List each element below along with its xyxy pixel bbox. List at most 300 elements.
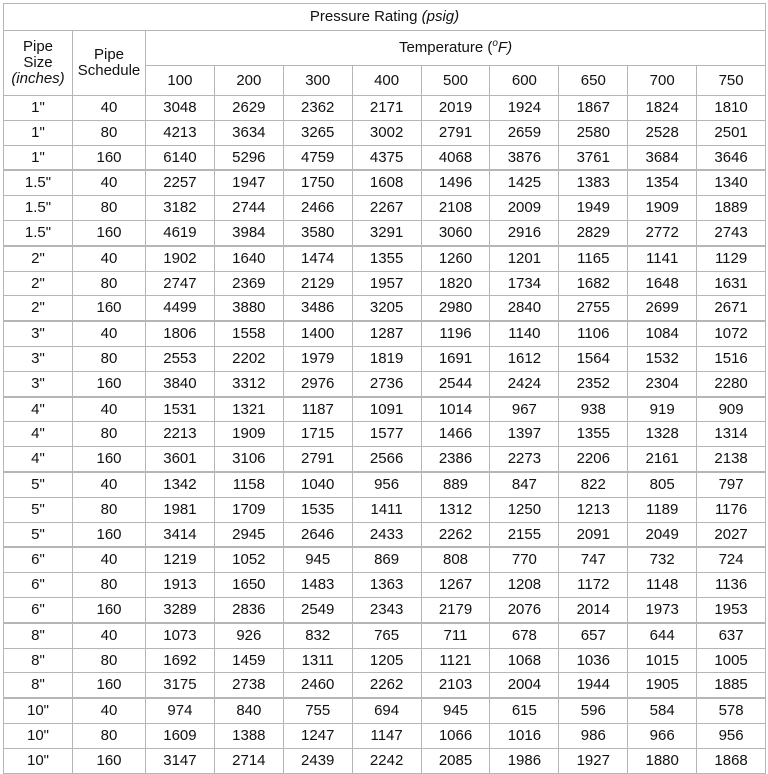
temperature-header-unit: F)	[497, 39, 513, 57]
pressure-value-cell: 1734	[490, 271, 559, 296]
table-row	[4, 246, 766, 271]
pressure-value-cell: 2386	[421, 447, 490, 472]
pressure-value-cell: 840	[214, 698, 283, 723]
pipe-schedule-cell: 160	[73, 371, 146, 396]
pipe-schedule-cell: 80	[73, 497, 146, 522]
table-title-text: Pressure Rating	[309, 8, 418, 26]
pressure-value-cell: 3182	[146, 196, 215, 221]
pressure-value-cell: 2004	[490, 673, 559, 698]
table-row	[4, 723, 766, 748]
pipe-size-cell: 1.5"	[4, 196, 73, 221]
pressure-value-cell: 1612	[490, 346, 559, 371]
pressure-value-cell: 1015	[628, 648, 697, 673]
pipe-size-cell: 4"	[4, 447, 73, 472]
pressure-value-cell: 2829	[559, 220, 628, 245]
pressure-value-cell: 1014	[421, 397, 490, 422]
pressure-value-cell: 2085	[421, 748, 490, 773]
pressure-value-cell: 1260	[421, 246, 490, 271]
table-row	[4, 296, 766, 321]
pressure-value-cell: 2659	[490, 120, 559, 145]
pressure-value-cell: 2424	[490, 371, 559, 396]
pressure-value-cell: 3060	[421, 220, 490, 245]
pressure-value-cell: 1091	[352, 397, 421, 422]
temperature-column-header: 500	[421, 66, 490, 96]
pressure-value-cell: 1005	[697, 648, 766, 673]
pressure-value-cell: 889	[421, 472, 490, 497]
pressure-value-cell: 3984	[214, 220, 283, 245]
pipe-schedule-cell: 80	[73, 723, 146, 748]
table-row	[4, 96, 766, 121]
table-row	[4, 196, 766, 221]
pressure-value-cell: 1355	[352, 246, 421, 271]
pipe-size-cell: 8"	[4, 673, 73, 698]
pressure-value-cell: 2171	[352, 96, 421, 121]
pressure-value-cell: 4759	[283, 145, 352, 170]
table-row	[4, 120, 766, 145]
pressure-value-cell: 2262	[421, 522, 490, 547]
pressure-value-cell: 1397	[490, 422, 559, 447]
pressure-value-cell: 1608	[352, 170, 421, 195]
pressure-value-cell: 644	[628, 623, 697, 648]
pressure-value-cell: 3646	[697, 145, 766, 170]
temperature-header	[146, 31, 766, 66]
pressure-value-cell: 1355	[559, 422, 628, 447]
pressure-value-cell: 2129	[283, 271, 352, 296]
temperature-column-header: 600	[490, 66, 559, 96]
pipe-size-cell: 1"	[4, 145, 73, 170]
pipe-size-cell: 2"	[4, 296, 73, 321]
temperature-column-header: 750	[697, 66, 766, 96]
pressure-value-cell: 2580	[559, 120, 628, 145]
pressure-value-cell: 1909	[214, 422, 283, 447]
pressure-value-cell: 732	[628, 547, 697, 572]
pressure-value-cell: 2439	[283, 748, 352, 773]
table-row	[4, 170, 766, 195]
pressure-value-cell: 4499	[146, 296, 215, 321]
pipe-size-header	[4, 31, 73, 96]
pressure-value-cell: 1411	[352, 497, 421, 522]
table-row	[4, 371, 766, 396]
pressure-value-cell: 3876	[490, 145, 559, 170]
pressure-value-cell: 1072	[697, 321, 766, 346]
pressure-value-cell: 1201	[490, 246, 559, 271]
pressure-value-cell: 1340	[697, 170, 766, 195]
pressure-value-cell: 986	[559, 723, 628, 748]
temperature-header-label: Temperature (	[398, 39, 493, 57]
pressure-value-cell: 2744	[214, 196, 283, 221]
pressure-value-cell: 1040	[283, 472, 352, 497]
table-row	[4, 321, 766, 346]
pressure-value-cell: 2155	[490, 522, 559, 547]
pressure-value-cell: 2362	[283, 96, 352, 121]
pipe-size-cell: 5"	[4, 522, 73, 547]
pipe-schedule-cell: 160	[73, 748, 146, 773]
temperature-column-header: 100	[146, 66, 215, 96]
pressure-value-cell: 2108	[421, 196, 490, 221]
pressure-value-cell: 1564	[559, 346, 628, 371]
pressure-value-cell: 1949	[559, 196, 628, 221]
pipe-schedule-header	[73, 31, 146, 96]
pipe-size-header-line1: Pipe	[22, 38, 54, 56]
pressure-value-cell: 1947	[214, 170, 283, 195]
pipe-size-cell: 10"	[4, 748, 73, 773]
pressure-value-cell: 1066	[421, 723, 490, 748]
pressure-value-cell: 2566	[352, 447, 421, 472]
pressure-value-cell: 1267	[421, 573, 490, 598]
pressure-value-cell: 1172	[559, 573, 628, 598]
pipe-size-cell: 10"	[4, 698, 73, 723]
pressure-value-cell: 1129	[697, 246, 766, 271]
pressure-value-cell: 2206	[559, 447, 628, 472]
pipe-size-cell: 6"	[4, 597, 73, 622]
pressure-value-cell: 1311	[283, 648, 352, 673]
pipe-size-cell: 4"	[4, 422, 73, 447]
pipe-size-cell: 1.5"	[4, 220, 73, 245]
pressure-value-cell: 3289	[146, 597, 215, 622]
pressure-value-cell: 1889	[697, 196, 766, 221]
pressure-value-cell: 2027	[697, 522, 766, 547]
pressure-value-cell: 1535	[283, 497, 352, 522]
pressure-value-cell: 1819	[352, 346, 421, 371]
pressure-value-cell: 1400	[283, 321, 352, 346]
pressure-value-cell: 1140	[490, 321, 559, 346]
table-row	[4, 497, 766, 522]
pressure-value-cell: 1715	[283, 422, 352, 447]
pressure-value-cell: 2242	[352, 748, 421, 773]
pipe-schedule-cell: 160	[73, 673, 146, 698]
table-row	[4, 573, 766, 598]
pipe-schedule-cell: 40	[73, 321, 146, 346]
pressure-value-cell: 2019	[421, 96, 490, 121]
pressure-value-cell: 1558	[214, 321, 283, 346]
pressure-value-cell: 2280	[697, 371, 766, 396]
table-row	[4, 145, 766, 170]
pressure-value-cell: 1176	[697, 497, 766, 522]
table-row	[4, 447, 766, 472]
pressure-value-cell: 1868	[697, 748, 766, 773]
pressure-value-cell: 974	[146, 698, 215, 723]
pressure-value-cell: 3147	[146, 748, 215, 773]
pipe-schedule-cell: 80	[73, 120, 146, 145]
pressure-value-cell: 2738	[214, 673, 283, 698]
pipe-schedule-cell: 40	[73, 170, 146, 195]
table-row	[4, 271, 766, 296]
pressure-value-cell: 1909	[628, 196, 697, 221]
pressure-value-cell: 1867	[559, 96, 628, 121]
pressure-value-cell: 1219	[146, 547, 215, 572]
pipe-size-cell: 6"	[4, 573, 73, 598]
pressure-value-cell: 2257	[146, 170, 215, 195]
pressure-value-cell: 3634	[214, 120, 283, 145]
pressure-value-cell: 2980	[421, 296, 490, 321]
pressure-value-cell: 3684	[628, 145, 697, 170]
pressure-value-cell: 956	[697, 723, 766, 748]
pipe-schedule-cell: 160	[73, 296, 146, 321]
pressure-value-cell: 1986	[490, 748, 559, 773]
pressure-value-cell: 1609	[146, 723, 215, 748]
pressure-value-cell: 1068	[490, 648, 559, 673]
table-row	[4, 748, 766, 773]
pressure-value-cell: 966	[628, 723, 697, 748]
pressure-value-cell: 1692	[146, 648, 215, 673]
pressure-value-cell: 4375	[352, 145, 421, 170]
pressure-value-cell: 1806	[146, 321, 215, 346]
pressure-value-cell: 2646	[283, 522, 352, 547]
pressure-value-cell: 3205	[352, 296, 421, 321]
pressure-value-cell: 967	[490, 397, 559, 422]
table-row	[4, 220, 766, 245]
pressure-value-cell: 1250	[490, 497, 559, 522]
pressure-value-cell: 1205	[352, 648, 421, 673]
pressure-rating-table-container	[3, 3, 766, 774]
pressure-value-cell: 2009	[490, 196, 559, 221]
pressure-value-cell: 2304	[628, 371, 697, 396]
pressure-value-cell: 1363	[352, 573, 421, 598]
pipe-size-header-line2: Size	[23, 54, 53, 72]
pipe-size-cell: 5"	[4, 472, 73, 497]
pressure-value-cell: 2273	[490, 447, 559, 472]
pressure-value-cell: 1682	[559, 271, 628, 296]
pressure-value-cell: 2352	[559, 371, 628, 396]
pressure-value-cell: 2202	[214, 346, 283, 371]
pressure-value-cell: 596	[559, 698, 628, 723]
pressure-value-cell: 2976	[283, 371, 352, 396]
pressure-value-cell: 1213	[559, 497, 628, 522]
pressure-value-cell: 678	[490, 623, 559, 648]
pressure-value-cell: 2714	[214, 748, 283, 773]
pressure-value-cell: 1208	[490, 573, 559, 598]
pipe-schedule-cell: 160	[73, 597, 146, 622]
table-row	[4, 698, 766, 723]
temperature-column-header: 650	[559, 66, 628, 96]
pressure-value-cell: 822	[559, 472, 628, 497]
table-row	[4, 623, 766, 648]
pressure-value-cell: 919	[628, 397, 697, 422]
pressure-value-cell: 1648	[628, 271, 697, 296]
pressure-value-cell: 2671	[697, 296, 766, 321]
pressure-value-cell: 3880	[214, 296, 283, 321]
pressure-value-cell: 3106	[214, 447, 283, 472]
pressure-value-cell: 1165	[559, 246, 628, 271]
pressure-value-cell: 2945	[214, 522, 283, 547]
pressure-value-cell: 3048	[146, 96, 215, 121]
pressure-value-cell: 945	[283, 547, 352, 572]
pressure-value-cell: 2091	[559, 522, 628, 547]
pressure-value-cell: 1147	[352, 723, 421, 748]
pressure-value-cell: 1247	[283, 723, 352, 748]
pressure-value-cell: 1750	[283, 170, 352, 195]
pressure-value-cell: 2747	[146, 271, 215, 296]
pressure-value-cell: 615	[490, 698, 559, 723]
pressure-value-cell: 1496	[421, 170, 490, 195]
pipe-schedule-cell: 80	[73, 573, 146, 598]
pressure-value-cell: 847	[490, 472, 559, 497]
pressure-value-cell: 3291	[352, 220, 421, 245]
pressure-value-cell: 2076	[490, 597, 559, 622]
pressure-value-cell: 1106	[559, 321, 628, 346]
pressure-value-cell: 3002	[352, 120, 421, 145]
temperature-column-header: 200	[214, 66, 283, 96]
pressure-value-cell: 869	[352, 547, 421, 572]
table-row	[4, 673, 766, 698]
pressure-value-cell: 1342	[146, 472, 215, 497]
pressure-value-cell: 1905	[628, 673, 697, 698]
pressure-value-cell: 1466	[421, 422, 490, 447]
pressure-value-cell: 1824	[628, 96, 697, 121]
pressure-value-cell: 1328	[628, 422, 697, 447]
pipe-schedule-cell: 40	[73, 547, 146, 572]
pressure-value-cell: 938	[559, 397, 628, 422]
pressure-value-cell: 1158	[214, 472, 283, 497]
pipe-schedule-cell: 160	[73, 522, 146, 547]
pipe-size-cell: 2"	[4, 271, 73, 296]
pressure-value-cell: 2466	[283, 196, 352, 221]
table-title: Pressure Rating (psig)	[4, 4, 766, 31]
pipe-schedule-cell: 40	[73, 246, 146, 271]
pipe-schedule-cell: 40	[73, 472, 146, 497]
pressure-value-cell: 2014	[559, 597, 628, 622]
pressure-value-cell: 808	[421, 547, 490, 572]
pipe-schedule-cell: 160	[73, 145, 146, 170]
pressure-value-cell: 770	[490, 547, 559, 572]
table-row	[4, 422, 766, 447]
pressure-value-cell: 1036	[559, 648, 628, 673]
pressure-value-cell: 1084	[628, 321, 697, 346]
pressure-value-cell: 1321	[214, 397, 283, 422]
pressure-value-cell: 1810	[697, 96, 766, 121]
pressure-value-cell: 2460	[283, 673, 352, 698]
pressure-value-cell: 694	[352, 698, 421, 723]
pressure-value-cell: 2103	[421, 673, 490, 698]
pressure-value-cell: 3840	[146, 371, 215, 396]
pressure-value-cell: 2629	[214, 96, 283, 121]
table-title-unit: psig	[426, 8, 455, 26]
pressure-value-cell: 2433	[352, 522, 421, 547]
pressure-value-cell: 3486	[283, 296, 352, 321]
pressure-value-cell: 1913	[146, 573, 215, 598]
pressure-value-cell: 657	[559, 623, 628, 648]
pressure-value-cell: 1148	[628, 573, 697, 598]
table-row	[4, 547, 766, 572]
pressure-value-cell: 3601	[146, 447, 215, 472]
pressure-value-cell: 1016	[490, 723, 559, 748]
pipe-size-cell: 3"	[4, 371, 73, 396]
pressure-value-cell: 4619	[146, 220, 215, 245]
pressure-value-cell: 2262	[352, 673, 421, 698]
pipe-schedule-header-line1: Pipe	[93, 46, 125, 64]
pressure-value-cell: 2743	[697, 220, 766, 245]
pipe-schedule-cell: 80	[73, 346, 146, 371]
pressure-value-cell: 956	[352, 472, 421, 497]
pressure-value-cell: 3312	[214, 371, 283, 396]
pressure-value-cell: 1354	[628, 170, 697, 195]
pressure-value-cell: 926	[214, 623, 283, 648]
pressure-value-cell: 1531	[146, 397, 215, 422]
pipe-size-cell: 6"	[4, 547, 73, 572]
pressure-value-cell: 1924	[490, 96, 559, 121]
pressure-value-cell: 3414	[146, 522, 215, 547]
temperature-column-header: 400	[352, 66, 421, 96]
pipe-schedule-cell: 160	[73, 220, 146, 245]
pipe-size-cell: 8"	[4, 648, 73, 673]
pipe-size-cell: 1"	[4, 96, 73, 121]
pipe-size-cell: 10"	[4, 723, 73, 748]
table-row	[4, 472, 766, 497]
pipe-schedule-cell: 160	[73, 447, 146, 472]
pipe-schedule-cell: 40	[73, 698, 146, 723]
pressure-value-cell: 797	[697, 472, 766, 497]
table-row	[4, 597, 766, 622]
pipe-schedule-cell: 80	[73, 648, 146, 673]
table-row	[4, 397, 766, 422]
pressure-value-cell: 3175	[146, 673, 215, 698]
pressure-value-cell: 2840	[490, 296, 559, 321]
pressure-value-cell: 2369	[214, 271, 283, 296]
pressure-value-cell: 1927	[559, 748, 628, 773]
pressure-value-cell: 1944	[559, 673, 628, 698]
pressure-value-cell: 1073	[146, 623, 215, 648]
pressure-value-cell: 1973	[628, 597, 697, 622]
pressure-value-cell: 832	[283, 623, 352, 648]
pressure-value-cell: 1820	[421, 271, 490, 296]
pressure-value-cell: 1631	[697, 271, 766, 296]
pipe-schedule-cell: 40	[73, 623, 146, 648]
pressure-value-cell: 1981	[146, 497, 215, 522]
pressure-value-cell: 755	[283, 698, 352, 723]
pressure-value-cell: 1312	[421, 497, 490, 522]
pipe-size-cell: 5"	[4, 497, 73, 522]
pipe-size-cell: 1"	[4, 120, 73, 145]
pressure-value-cell: 3761	[559, 145, 628, 170]
pressure-value-cell: 711	[421, 623, 490, 648]
pipe-size-cell: 3"	[4, 321, 73, 346]
table-body	[4, 96, 766, 774]
pressure-value-cell: 1287	[352, 321, 421, 346]
pressure-value-cell: 1691	[421, 346, 490, 371]
pressure-value-cell: 1121	[421, 648, 490, 673]
pressure-value-cell: 3265	[283, 120, 352, 145]
pressure-value-cell: 1388	[214, 723, 283, 748]
pressure-value-cell: 3580	[283, 220, 352, 245]
pipe-size-header-unit: (inches)	[11, 69, 65, 87]
pressure-value-cell: 1880	[628, 748, 697, 773]
pressure-value-cell: 2916	[490, 220, 559, 245]
pressure-value-cell: 1459	[214, 648, 283, 673]
temperature-degree-symbol: o	[492, 38, 498, 50]
pressure-value-cell: 2736	[352, 371, 421, 396]
pressure-value-cell: 2755	[559, 296, 628, 321]
pressure-value-cell: 2791	[421, 120, 490, 145]
pressure-value-cell: 2791	[283, 447, 352, 472]
pressure-value-cell: 1136	[697, 573, 766, 598]
pressure-value-cell: 2549	[283, 597, 352, 622]
pressure-value-cell: 945	[421, 698, 490, 723]
pressure-value-cell: 724	[697, 547, 766, 572]
pressure-value-cell: 1425	[490, 170, 559, 195]
pressure-value-cell: 2179	[421, 597, 490, 622]
pipe-schedule-cell: 80	[73, 422, 146, 447]
temperature-column-header: 700	[628, 66, 697, 96]
pressure-value-cell: 2528	[628, 120, 697, 145]
pipe-size-cell: 2"	[4, 246, 73, 271]
pipe-schedule-cell: 40	[73, 397, 146, 422]
pressure-value-cell: 4068	[421, 145, 490, 170]
pressure-value-cell: 1189	[628, 497, 697, 522]
pressure-value-cell: 1474	[283, 246, 352, 271]
pressure-value-cell: 2501	[697, 120, 766, 145]
pressure-value-cell: 1314	[697, 422, 766, 447]
pressure-value-cell: 909	[697, 397, 766, 422]
